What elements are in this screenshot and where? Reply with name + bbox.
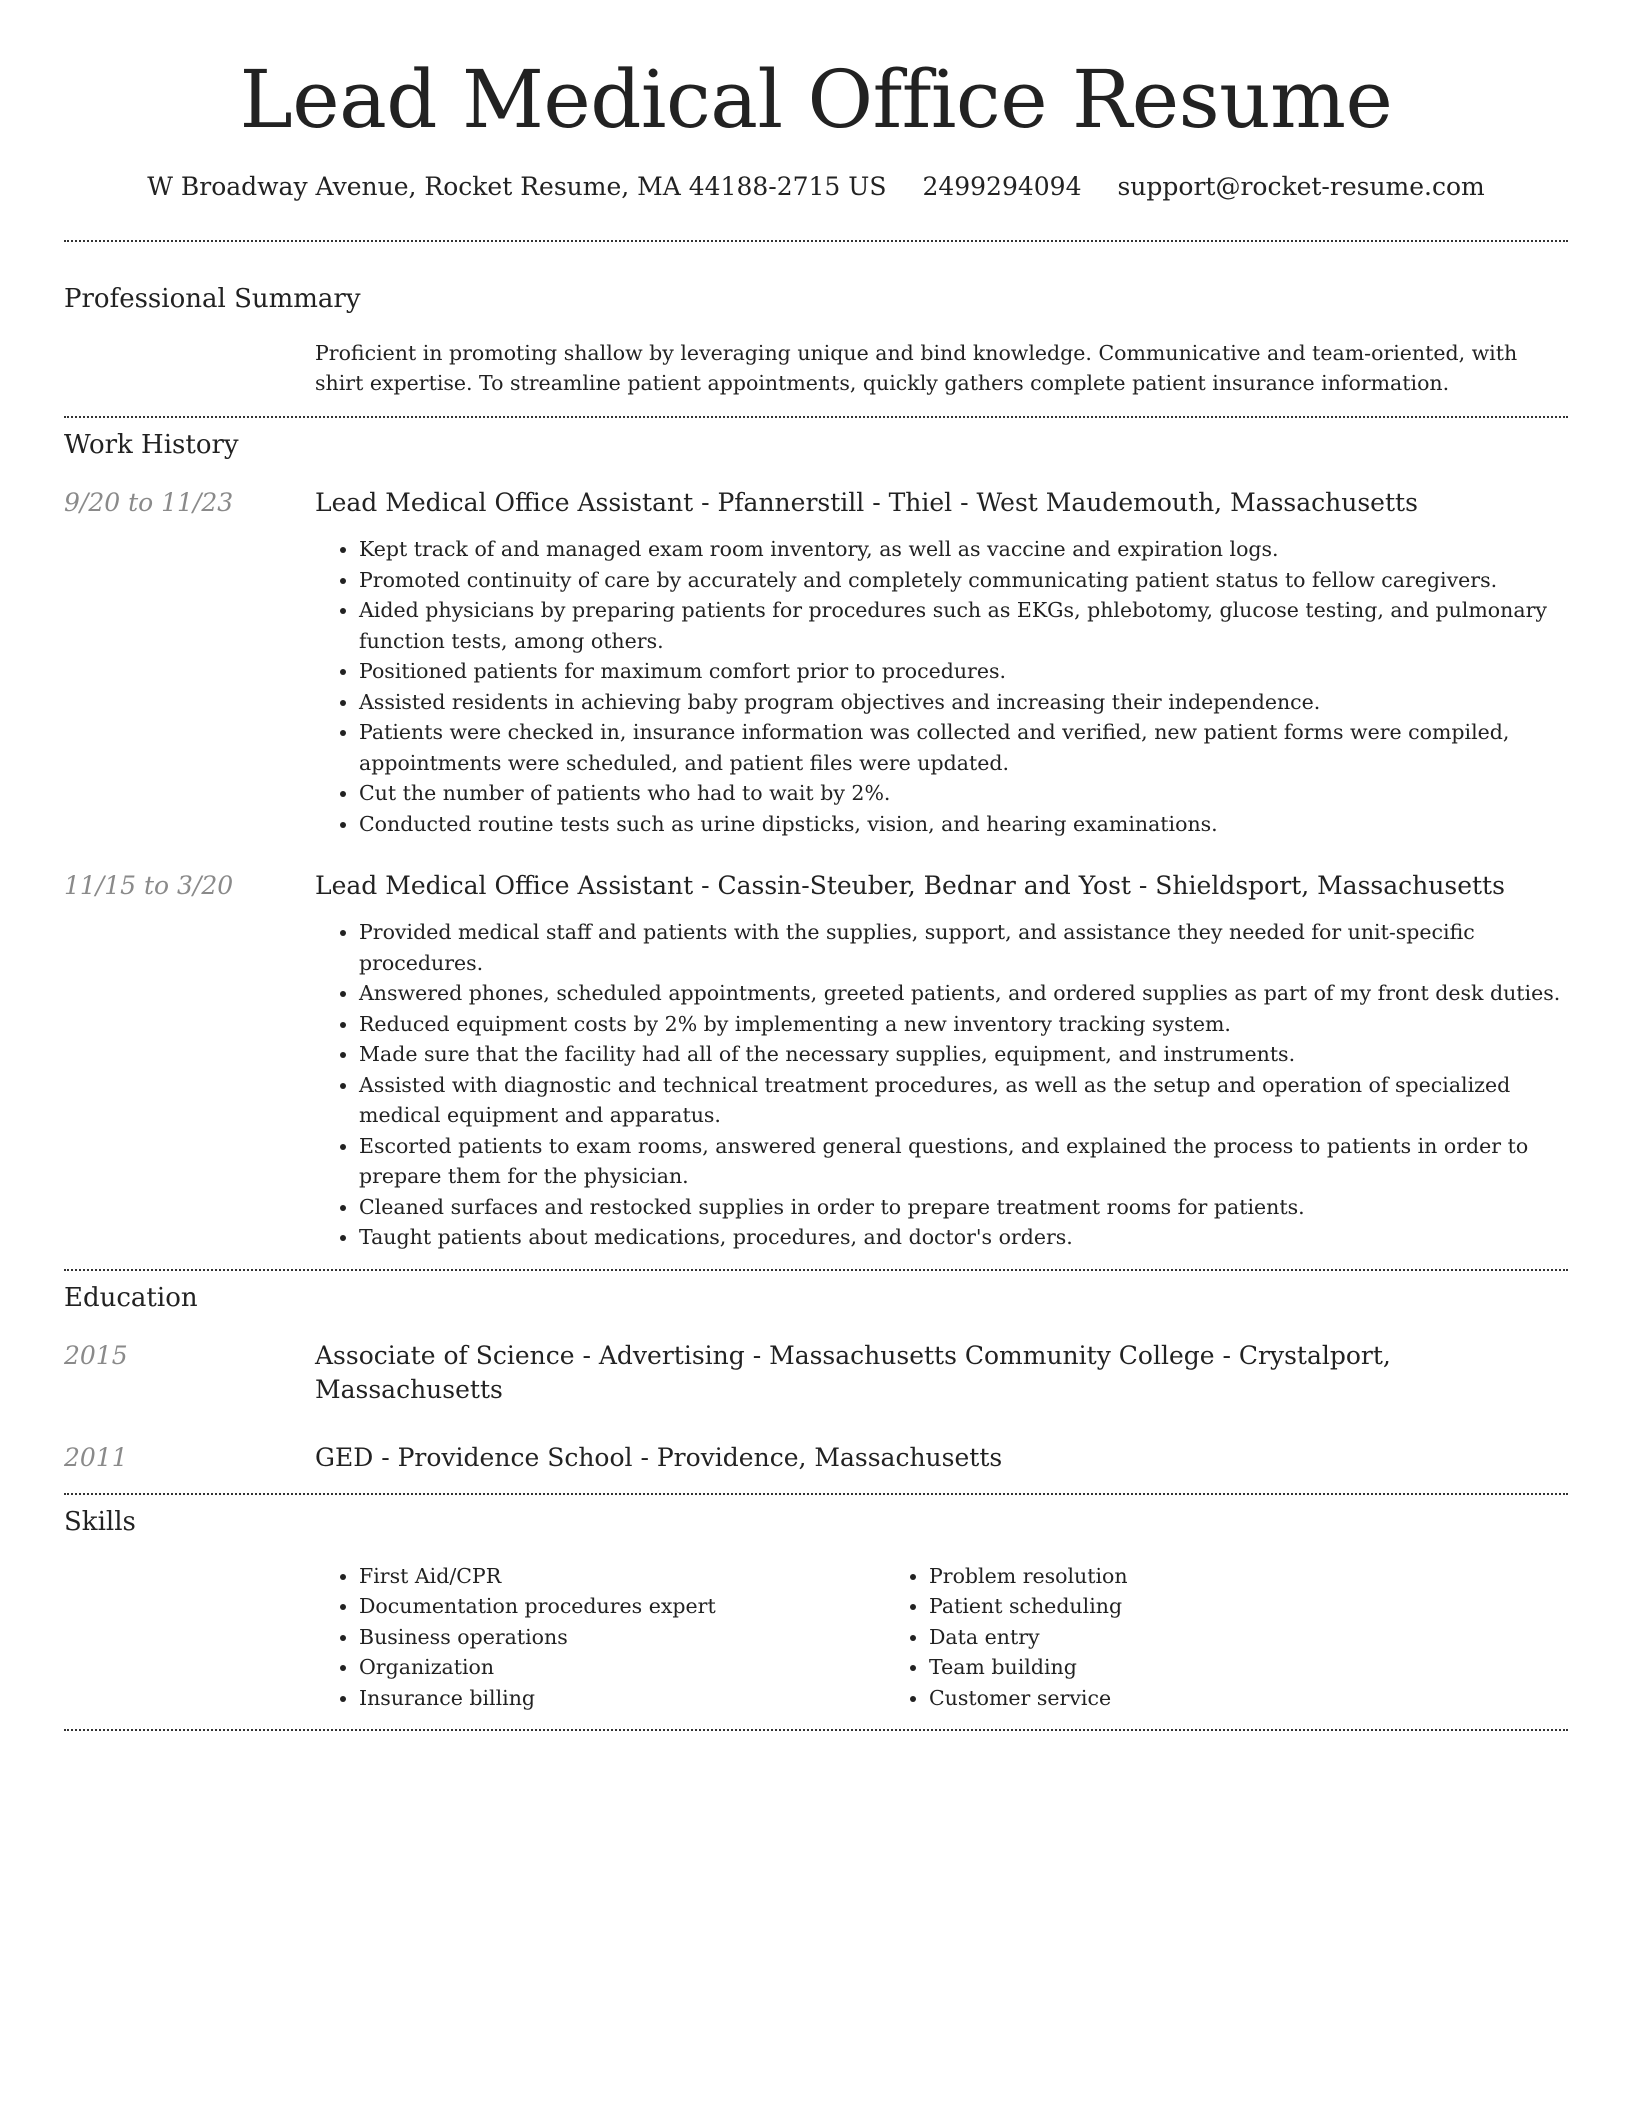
list-item: • Aided physicians by preparing patients for procedures such as EKGs, phlebotomy, glucose testing, and pulmonary function tests, among others.	[359, 595, 1568, 656]
section-heading-education: Education	[64, 1282, 198, 1313]
education-year: 2015	[64, 1340, 128, 1370]
list-item: • Assisted residents in achieving baby program objectives and increasing their independence.	[359, 687, 1568, 718]
skill-item: • Data entry	[929, 1622, 1455, 1653]
divider	[64, 240, 1568, 242]
section-heading-summary: Professional Summary	[64, 284, 361, 314]
list-item: • Kept track of and managed exam room inventory, as well as vaccine and expiration logs.	[359, 534, 1568, 565]
job-duties	[315, 534, 1568, 839]
resume-title: Lead Medical Office Resume	[239, 53, 1393, 146]
skill-item: • Customer service	[929, 1683, 1455, 1714]
skill-item: • Insurance billing	[359, 1683, 885, 1714]
skill-item: • Organization	[359, 1652, 885, 1683]
job-duties	[315, 917, 1568, 1253]
summary-row	[64, 338, 1568, 398]
list-item: • Cleaned surfaces and restocked supplies in order to prepare treatment rooms for patients.	[359, 1192, 1568, 1223]
contact-line	[64, 170, 1568, 204]
education-entry	[64, 1441, 1568, 1475]
job-entry	[64, 869, 1568, 1253]
resume-page	[64, 0, 1568, 1731]
job-dates: 9/20 to 11/23	[64, 488, 234, 517]
list-item: • Patients were checked in, insurance information was collected and verified, new patient forms were compiled, appointments were scheduled, and patient files were updated.	[359, 717, 1568, 778]
contact-address: W Broadway Avenue, Rocket Resume, MA 44188-2715 US	[147, 172, 887, 201]
list-item: • Cut the number of patients who had to wait by 2%.	[359, 778, 1568, 809]
job-title: Lead Medical Office Assistant - Pfannerstill - Thiel - West Maudemouth, Massachusetts	[315, 488, 1418, 517]
education-year: 2011	[64, 1442, 128, 1472]
list-item: • Promoted continuity of care by accurately and completely communicating patient status to fellow caregivers.	[359, 565, 1568, 596]
divider	[64, 1729, 1568, 1731]
list-item: • Positioned patients for maximum comfort prior to procedures.	[359, 656, 1568, 687]
list-item: • Reduced equipment costs by 2% by implementing a new inventory tracking system.	[359, 1009, 1568, 1040]
skill-item: • Team building	[929, 1652, 1455, 1683]
section-heading-work: Work History	[64, 430, 239, 460]
job-title: Lead Medical Office Assistant - Cassin-Steuber, Bednar and Yost - Shieldsport, Massachusetts	[315, 871, 1505, 900]
list-item: • Provided medical staff and patients with the supplies, support, and assistance they needed for unit-specific procedures.	[359, 917, 1568, 978]
list-item: • Assisted with diagnostic and technical treatment procedures, as well as the setup and operation of specialized medical equipment and apparatus.	[359, 1070, 1568, 1131]
section-heading-skills: Skills	[64, 1506, 136, 1537]
skill-item: • First Aid/CPR	[359, 1561, 885, 1592]
summary-text: Proficient in promoting shallow by leveraging unique and bind knowledge. Communicative and team-oriented, with shirt expertise. To streamline patient appointments, quickly gathers complete patient insurance information.	[315, 341, 1518, 395]
education-entry	[64, 1339, 1568, 1407]
skill-item: • Documentation procedures expert	[359, 1591, 885, 1622]
divider	[64, 416, 1568, 418]
skill-item: • Problem resolution	[929, 1561, 1455, 1592]
job-entry	[64, 486, 1568, 839]
divider	[64, 1493, 1568, 1495]
list-item: • Conducted routine tests such as urine dipsticks, vision, and hearing examinations.	[359, 809, 1568, 840]
list-item: • Escorted patients to exam rooms, answered general questions, and explained the process to patients in order to prepare them for the physician.	[359, 1131, 1568, 1192]
skill-item: • Patient scheduling	[929, 1591, 1455, 1622]
skills-column-1	[315, 1561, 885, 1714]
skills-list	[315, 1561, 1568, 1714]
contact-phone: 2499294094	[922, 172, 1082, 201]
list-item: • Made sure that the facility had all of the necessary supplies, equipment, and instruments.	[359, 1039, 1568, 1070]
job-dates: 11/15 to 3/20	[64, 871, 234, 900]
skills-column-2	[885, 1561, 1455, 1714]
education-text: Associate of Science - Advertising - Massachusetts Community College - Crystalport, Massachusetts	[315, 1340, 1391, 1404]
contact-email: support@rocket-resume.com	[1117, 172, 1485, 201]
skill-item: • Business operations	[359, 1622, 885, 1653]
divider	[64, 1269, 1568, 1271]
education-text: GED - Providence School - Providence, Massachusetts	[315, 1442, 1003, 1472]
skills-row	[64, 1561, 1568, 1714]
list-item: • Answered phones, scheduled appointments, greeted patients, and ordered supplies as part of my front desk duties.	[359, 978, 1568, 1009]
list-item: • Taught patients about medications, procedures, and doctor's orders.	[359, 1222, 1568, 1253]
